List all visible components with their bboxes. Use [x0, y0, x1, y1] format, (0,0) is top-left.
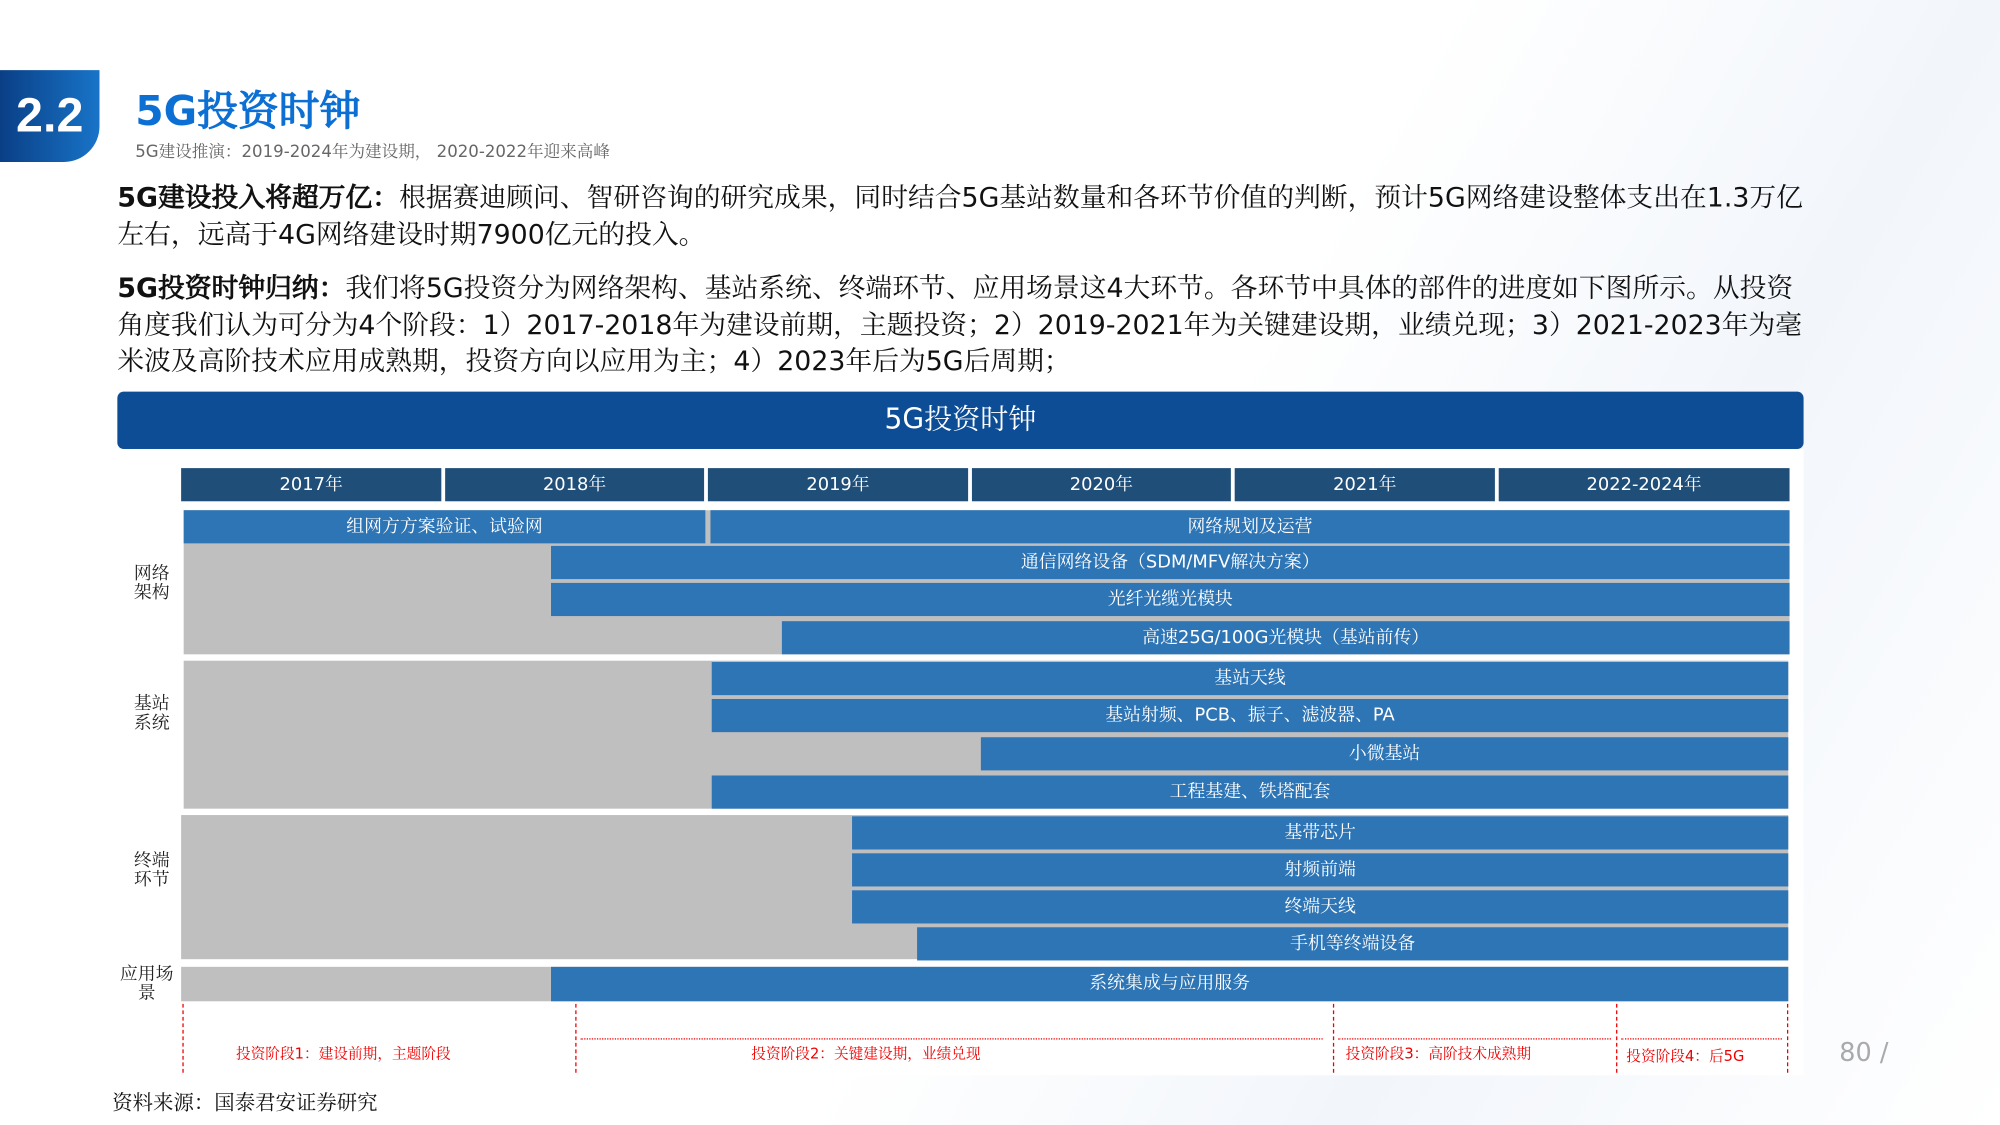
- timeline-bar: 射频前端: [852, 853, 1788, 886]
- timeline-bar: 基站天线: [712, 662, 1789, 695]
- phase-divider: [1333, 1004, 1334, 1073]
- year-header: 2021年: [1235, 468, 1495, 501]
- year-header: 2018年: [445, 468, 704, 501]
- year-header: 2017年: [181, 468, 441, 501]
- page-subtitle: 5G建设推演：2019-2024年为建设期， 2020-2022年迎来高峰: [135, 142, 610, 162]
- timeline-bar: 小微基站: [981, 737, 1788, 770]
- year-header: 2019年: [708, 468, 968, 501]
- timeline-bar: 终端天线: [852, 890, 1788, 923]
- timeline-bar: 手机等终端设备: [917, 927, 1788, 960]
- timeline-bar: 光纤光缆光模块: [551, 583, 1790, 616]
- source-note: 资料来源：国泰君安证券研究: [112, 1090, 378, 1115]
- chart-title-banner: 5G投资时钟: [117, 392, 1803, 449]
- phase-arrow: [1338, 1038, 1611, 1039]
- phase-divider: [182, 1004, 183, 1073]
- timeline-bar: 基带芯片: [852, 816, 1788, 849]
- paragraph-text: 我们将5G投资分为网络架构、基站系统、终端环节、应用场景这4大环节。各环节中具体的部件的进度如下图所示。从投资角度我们认为可分为4个阶段：1）2017-2018年为建设前期，主题投资；2）2019-2021年为关键建设期，业绩兑现；3）2021-2023年为毫米波及高阶技术应用成熟期，投资方向以应用为主；4）2023年后为5G后周期；: [117, 272, 1803, 377]
- timeline-bar: 高速25G/100G光模块（基站前传）: [782, 621, 1790, 654]
- timeline-bar: 组网方方案验证、试验网: [184, 510, 706, 543]
- group-label: 应用场景: [119, 964, 174, 1004]
- timeline-bar: 基站射频、PCB、振子、滤波器、PA: [712, 699, 1789, 732]
- group-label: 终端环节: [133, 850, 170, 891]
- timeline-bar: 通信网络设备（SDM/MFV解决方案）: [551, 546, 1790, 579]
- phase-divider: [1616, 1004, 1617, 1073]
- paragraph-investment: [117, 180, 1813, 253]
- timeline-bar: 系统集成与应用服务: [551, 967, 1788, 1001]
- phase-divider: [575, 1004, 576, 1073]
- phase-label: 投资阶段4：后5G: [1626, 1047, 1745, 1066]
- timeline-bar: 网络规划及运营: [710, 510, 1789, 543]
- timeline-bar: 工程基建、铁塔配套: [712, 776, 1789, 809]
- page-title: 5G投资时钟: [135, 86, 361, 136]
- paragraph-lead: 5G投资时钟归纳：: [117, 272, 346, 304]
- phase-arrow: [1621, 1038, 1782, 1039]
- paragraph-lead: 5G建设投入将超万亿：: [117, 182, 400, 214]
- paragraph-clock-summary: [117, 270, 1813, 379]
- group-label: 网络架构: [133, 563, 170, 604]
- phase-arrow: [580, 1038, 1322, 1039]
- phase-divider: [1787, 1004, 1788, 1073]
- paragraph-text: 根据赛迪顾问、智研咨询的研究成果，同时结合5G基站数量和各环节价值的判断，预计5G网络建设整体支出在1.3万亿左右，远高于4G网络建设时期7900亿元的投入。: [117, 182, 1803, 250]
- phase-label: 投资阶段1：建设前期，主题阶段: [235, 1044, 451, 1063]
- phase-label: 投资阶段3：高阶技术成熟期: [1345, 1044, 1532, 1063]
- page-number: 80 /: [1839, 1036, 1889, 1068]
- year-header: 2022-2024年: [1499, 468, 1790, 501]
- phase-label: 投资阶段2：关键建设期，业绩兑现: [751, 1044, 981, 1063]
- year-header: 2020年: [972, 468, 1231, 501]
- section-badge: 2.2: [0, 70, 99, 162]
- group-label: 基站系统: [133, 693, 170, 734]
